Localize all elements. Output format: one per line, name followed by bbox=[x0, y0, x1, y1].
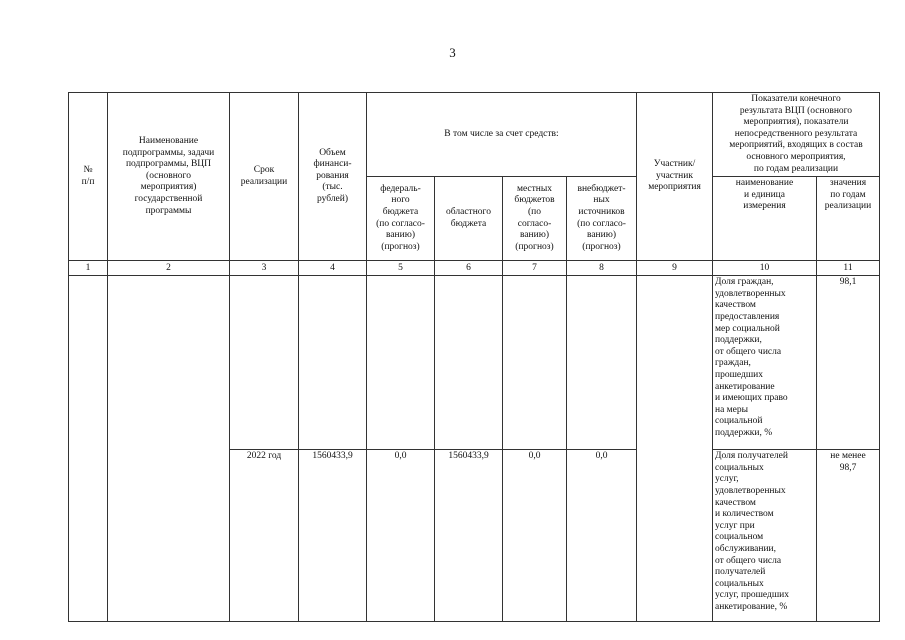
page-number: 3 bbox=[449, 45, 456, 60]
table-row bbox=[69, 276, 880, 450]
cell-extrabudget: 0,0 bbox=[567, 450, 637, 622]
header-participant: Участник/ участник мероприятия bbox=[637, 93, 713, 261]
cell-local bbox=[503, 276, 567, 450]
column-number: 8 bbox=[567, 261, 637, 276]
header-indicator-name: наименование и единица измерения bbox=[713, 177, 817, 261]
header-name: Наименование подпрограммы, задачи подпрограммы, ВЦП (основного мероприятия) государственной программы bbox=[108, 93, 230, 261]
cell-participant bbox=[637, 276, 713, 622]
header-total: Объем финанси- рования (тыс. рублей) bbox=[299, 93, 367, 261]
cell-regional: 1560433,9 bbox=[435, 450, 503, 622]
cell-period: 2022 год bbox=[230, 450, 299, 622]
cell-period bbox=[230, 276, 299, 450]
indicator-name: Доля получателей социальных услуг, удовлетворенных качеством и количеством услуг при социальном обслуживании, от общего числа получателей социальных услуг, прошедших анкетирование, % bbox=[713, 450, 817, 622]
cell-num bbox=[69, 276, 108, 622]
indicator-value: 98,1 bbox=[817, 276, 880, 450]
column-number: 5 bbox=[367, 261, 435, 276]
cell-total: 1560433,9 bbox=[299, 450, 367, 622]
column-number: 6 bbox=[435, 261, 503, 276]
header-federal: федераль- ного бюджета (по согласо- ванию) (прогноз) bbox=[367, 177, 435, 261]
cell-name bbox=[108, 276, 230, 622]
header-period: Срок реализации bbox=[230, 93, 299, 261]
column-number: 1 bbox=[69, 261, 108, 276]
column-number: 4 bbox=[299, 261, 367, 276]
column-number: 2 bbox=[108, 261, 230, 276]
header-indicator-value: значения по годам реализации bbox=[817, 177, 880, 261]
column-number: 9 bbox=[637, 261, 713, 276]
indicator-value: не менее 98,7 bbox=[817, 450, 880, 622]
indicator-name: Доля граждан, удовлетворенных качеством предоставления мер социальной поддержки, от общего числа граждан, прошедших анкетирование и имеющих право на меры социальной поддержки, % bbox=[713, 276, 817, 450]
column-number: 10 bbox=[713, 261, 817, 276]
header-regional: областного бюджета bbox=[435, 177, 503, 261]
cell-total bbox=[299, 276, 367, 450]
cell-extrabudget bbox=[567, 276, 637, 450]
header-num: № п/п bbox=[69, 93, 108, 261]
header-local: местных бюджетов (по согласо- ванию) (прогноз) bbox=[503, 177, 567, 261]
cell-federal: 0,0 bbox=[367, 450, 435, 622]
header-indicators-group: Показатели конечного результата ВЦП (основного мероприятия), показатели непосредственного результата мероприятий, входящих в состав основного мероприятия, по годам реализации bbox=[713, 93, 880, 177]
column-number: 3 bbox=[230, 261, 299, 276]
header-funding-group: В том числе за счет средств: bbox=[367, 93, 637, 177]
header-row-1 bbox=[69, 93, 880, 177]
cell-federal bbox=[367, 276, 435, 450]
program-table bbox=[68, 92, 880, 622]
column-numbers-row bbox=[69, 261, 880, 276]
header-extrabudget: внебюджет- ных источников (по согласо- ванию) (прогноз) bbox=[567, 177, 637, 261]
cell-local: 0,0 bbox=[503, 450, 567, 622]
column-number: 11 bbox=[817, 261, 880, 276]
column-number: 7 bbox=[503, 261, 567, 276]
cell-regional bbox=[435, 276, 503, 450]
